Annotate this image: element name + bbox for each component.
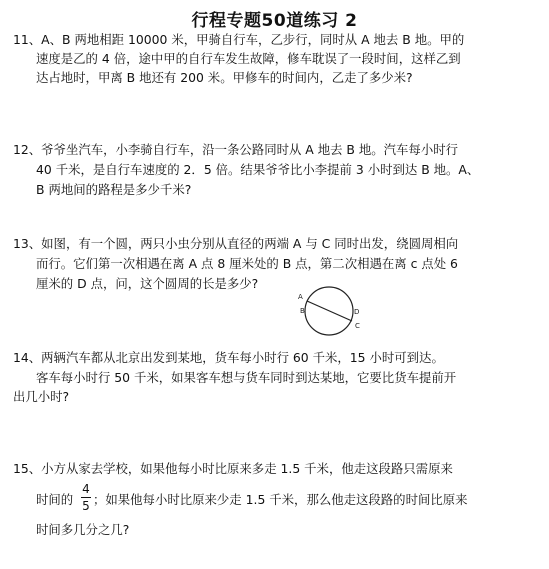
problem-11-line-2: 速度是乙的 4 倍，途中甲的自行车发生故障，修车耽误了一段时间，这样乙到 — [36, 51, 461, 66]
problem-13-line-1: 13、如图，有一个圆，两只小虫分别从直径的两端 A 与 C 同时出发，绕圆周相向 — [13, 236, 459, 251]
problem-13-line-2: 而行。它们第一次相遇在离 A 点 8 厘米处的 B 点，第二次相遇在离 c 点处 6 — [36, 256, 458, 271]
problem-14-line-3: 出几小时? — [13, 389, 70, 404]
fraction-bar — [81, 497, 91, 498]
problem-13-line-3: 厘米的 D 点，问，这个圆周的长是多少? — [36, 276, 259, 291]
problem-12-line-3: B 两地间的路程是多少千米? — [36, 182, 192, 197]
problem-15-line-2-prefix: 时间的 — [36, 492, 74, 507]
problem-15-line-3: 时间多几分之几? — [36, 522, 130, 537]
page-title: 行程专题50道练习 2 — [191, 11, 358, 31]
problem-15-line-1: 15、小方从家去学校，如果他每小时比原来多走 1.5 千米，他走这段路只需原来 — [13, 461, 453, 476]
label-d: D — [354, 308, 360, 316]
problem-12-line-1: 12、爷爷坐汽车，小李骑自行车，沿一条公路同时从 A 地去 B 地。汽车每小时行 — [13, 142, 458, 157]
label-b: B — [300, 307, 305, 315]
problem-15-line-2: ；如果他每小时比原来少走 1.5 千米，那么他走这段路的时间比原来 — [93, 492, 468, 507]
label-a: A — [298, 293, 303, 301]
fraction-numerator: 4 — [82, 482, 90, 496]
problem-11-line-3: 达占地时，甲离 B 地还有 200 米。甲修车的时间内，乙走了多少米? — [36, 70, 413, 85]
problem-14-line-2: 客车每小时行 50 千米，如果客车想与货车同时到达某地，它要比货车提前开 — [36, 370, 457, 385]
circle-diagram — [293, 281, 363, 341]
problem-14-line-1: 14、两辆汽车都从北京出发到某地，货车每小时行 60 千米，15 小时可到达。 — [13, 350, 444, 365]
diameter-line — [307, 301, 352, 321]
problem-12-line-2: 40 千米，是自行车速度的 2．5 倍。结果爷爷比小李提前 3 小时到达 B 地。A、 — [36, 162, 480, 177]
problem-11-line-1: 11、A、B 两地相距 10000 米，甲骑自行车，乙步行，同时从 A 地去 B 地。甲的 — [13, 32, 465, 47]
fraction-denominator: 5 — [82, 499, 90, 513]
label-c: C — [355, 322, 360, 330]
